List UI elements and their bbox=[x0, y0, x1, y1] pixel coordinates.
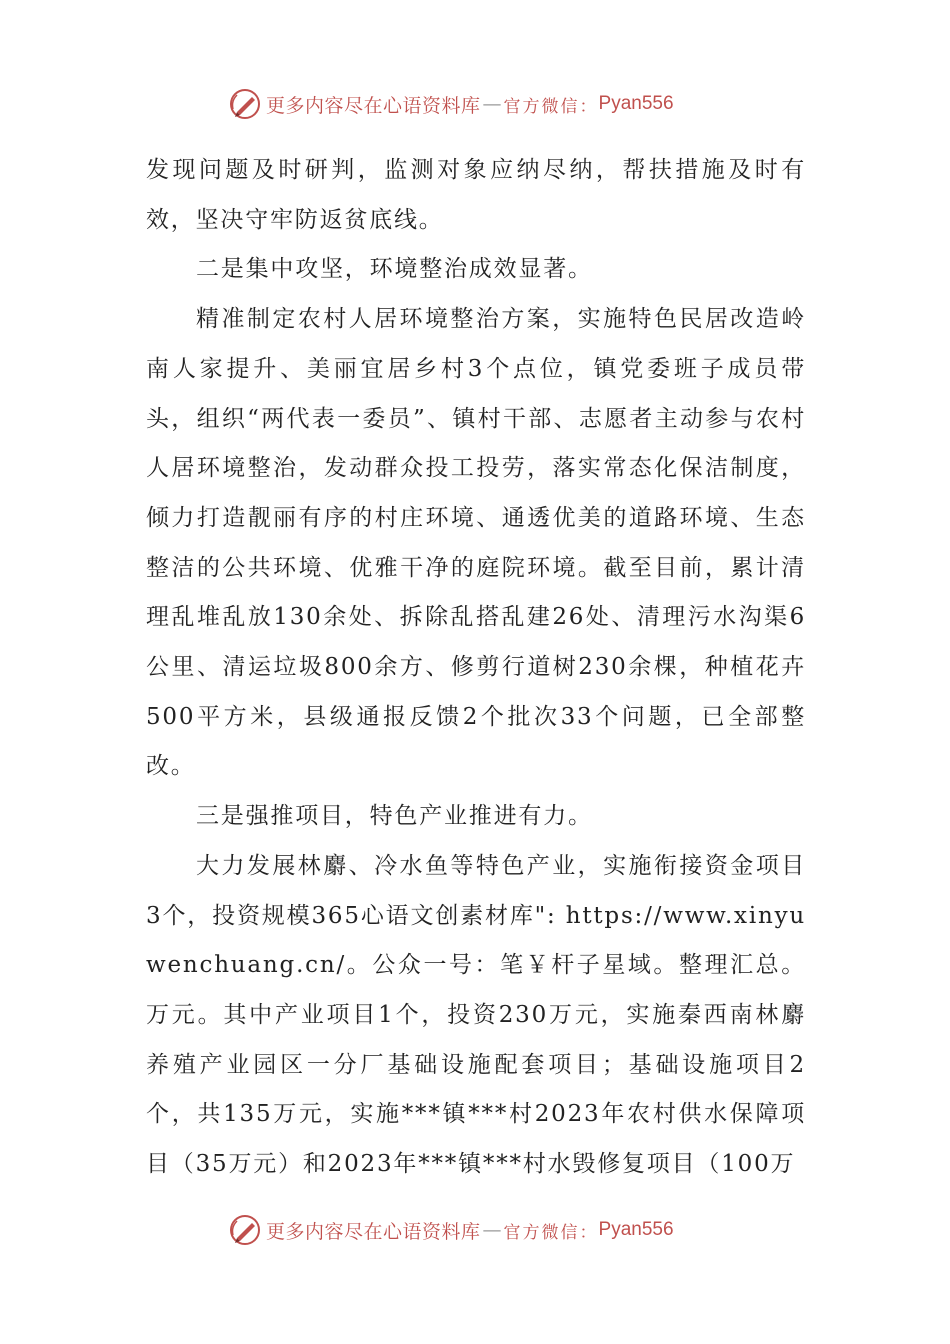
pen-logo-icon bbox=[228, 87, 262, 121]
watermark-separator: — bbox=[482, 93, 502, 115]
paragraph-projects: 大力发展林麝、冷水鱼等特色产业，实施衔接资金项目3个，投资规模365心语文创素材库": https://www.xinyuwenchuang.cn/。公众一号：笔￥杆子星域。整理汇总。万元。其中产业项目1个，投资230万元，实施秦西南林麝养殖产业园区一分厂基础设施配套项目；基础设施项目2个，共135万元，实施***镇***村2023年农村供水保障项目（35万元）和2023年***镇***村水毁修复项目（100万 bbox=[146, 852, 806, 1178]
section-heading-environment: 二是集中攻坚，环境整治成效显著。 bbox=[196, 256, 593, 283]
watermark-text: 更多内容尽在心语资料库 bbox=[266, 94, 481, 117]
watermark-text: 更多内容尽在心语资料库 bbox=[266, 1220, 481, 1243]
wechat-id: Pyan556 bbox=[598, 1219, 674, 1240]
paragraph-environment: 精准制定农村人居环境整治方案，实施特色民居改造岭南人家提升、美丽宜居乡村3个点位，镇党委班子成员带头，组织“两代表一委员”、镇村干部、志愿者主动参与农村人居环境整治，发动群众投工投劳，落实常态化保洁制度，倾力打造靓丽有序的村庄环境、通透优美的道路环境、生态整洁的公共环境、优雅干净的庭院环境。截至目前，累计清理乱堆乱放130余处、拆除乱搭乱建26处、清理污水沟渠6公里、清运垃圾800余方、修剪行道树230余棵，种植花卉500平方米，县级通报反馈2个批次33个问题，已全部整改。 bbox=[146, 306, 806, 780]
paragraph-continuation: 发现问题及时研判，监测对象应纳尽纳，帮扶措施及时有效，坚决守牢防返贫底线。 bbox=[146, 157, 806, 233]
document-body bbox=[146, 146, 806, 1190]
wechat-id: Pyan556 bbox=[598, 93, 674, 114]
watermark-banner-bottom bbox=[228, 1210, 674, 1250]
section-heading-projects: 三是强推项目，特色产业推进有力。 bbox=[196, 803, 593, 830]
watermark-banner-top bbox=[228, 84, 674, 124]
wechat-label: 官方微信： bbox=[503, 1222, 599, 1243]
watermark-separator: — bbox=[482, 1219, 502, 1241]
pen-logo-icon bbox=[228, 1213, 262, 1247]
wechat-label: 官方微信： bbox=[503, 96, 599, 117]
